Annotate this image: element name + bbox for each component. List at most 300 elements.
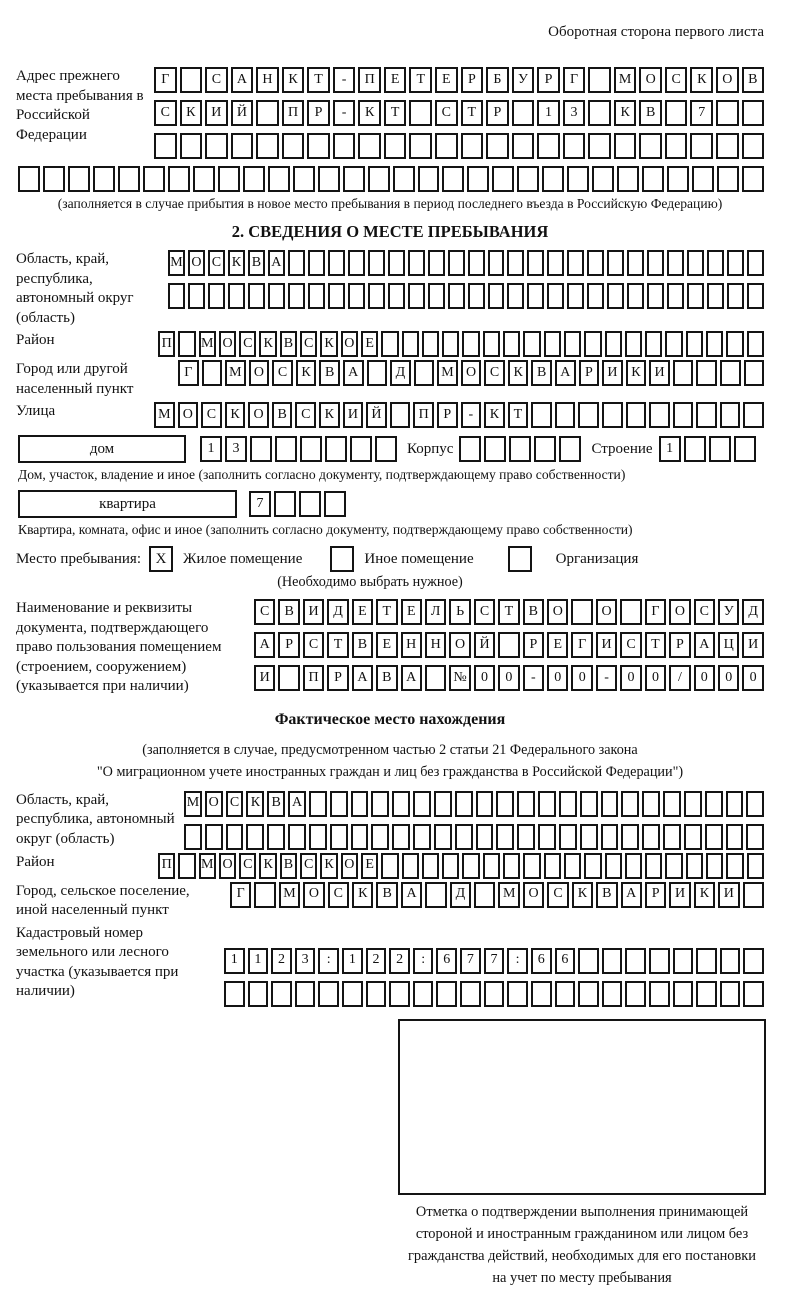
char-box[interactable] bbox=[402, 331, 419, 357]
char-box[interactable] bbox=[665, 331, 682, 357]
char-box[interactable] bbox=[371, 791, 389, 817]
char-box[interactable] bbox=[488, 283, 505, 309]
char-box[interactable] bbox=[408, 250, 425, 276]
char-box[interactable] bbox=[193, 166, 215, 192]
char-box[interactable]: К bbox=[484, 402, 505, 428]
char-box[interactable]: 0 bbox=[474, 665, 495, 691]
char-box[interactable]: П bbox=[303, 665, 324, 691]
char-box[interactable] bbox=[744, 360, 765, 386]
char-box[interactable] bbox=[696, 360, 717, 386]
char-box[interactable]: 6 bbox=[436, 948, 457, 974]
char-box[interactable] bbox=[667, 250, 684, 276]
char-box[interactable] bbox=[743, 948, 764, 974]
char-box[interactable] bbox=[523, 331, 540, 357]
char-box[interactable]: С bbox=[239, 853, 256, 879]
char-box[interactable] bbox=[620, 599, 641, 625]
char-box[interactable] bbox=[555, 981, 576, 1007]
char-box[interactable] bbox=[605, 331, 622, 357]
char-box[interactable]: О bbox=[716, 67, 739, 93]
char-box[interactable] bbox=[747, 283, 764, 309]
char-box[interactable]: Т bbox=[376, 599, 397, 625]
char-box[interactable] bbox=[517, 824, 535, 850]
char-box[interactable]: А bbox=[254, 632, 275, 658]
char-box[interactable]: 3 bbox=[563, 100, 586, 126]
char-box[interactable]: А bbox=[231, 67, 254, 93]
char-box[interactable] bbox=[468, 250, 485, 276]
char-box[interactable] bbox=[665, 100, 688, 126]
char-box[interactable] bbox=[727, 250, 744, 276]
char-box[interactable] bbox=[325, 436, 347, 462]
char-box[interactable]: У bbox=[718, 599, 739, 625]
char-box[interactable] bbox=[408, 283, 425, 309]
char-box[interactable] bbox=[388, 250, 405, 276]
char-box[interactable]: - bbox=[596, 665, 617, 691]
char-box[interactable]: 0 bbox=[694, 665, 715, 691]
char-box[interactable]: Т bbox=[307, 67, 330, 93]
char-box[interactable]: О bbox=[523, 882, 544, 908]
char-box[interactable] bbox=[381, 853, 398, 879]
char-box[interactable] bbox=[243, 166, 265, 192]
char-box[interactable] bbox=[727, 283, 744, 309]
char-box[interactable] bbox=[614, 133, 637, 159]
char-box[interactable] bbox=[621, 791, 639, 817]
char-box[interactable]: О bbox=[669, 599, 690, 625]
char-box[interactable] bbox=[588, 133, 611, 159]
char-box[interactable] bbox=[389, 981, 410, 1007]
char-box[interactable] bbox=[684, 436, 706, 462]
char-box[interactable] bbox=[282, 133, 305, 159]
char-box[interactable]: С bbox=[300, 853, 317, 879]
char-box[interactable]: Г bbox=[230, 882, 251, 908]
char-box[interactable]: С bbox=[154, 100, 177, 126]
char-box[interactable]: С bbox=[547, 882, 568, 908]
char-box[interactable]: К bbox=[246, 791, 264, 817]
char-box[interactable] bbox=[588, 100, 611, 126]
char-box[interactable] bbox=[202, 360, 223, 386]
char-box[interactable] bbox=[663, 791, 681, 817]
char-box[interactable] bbox=[484, 436, 506, 462]
stay-type-checkbox-residential[interactable]: X bbox=[149, 546, 173, 572]
char-box[interactable]: Н bbox=[256, 67, 279, 93]
char-box[interactable]: Р bbox=[579, 360, 600, 386]
char-box[interactable]: 1 bbox=[659, 436, 681, 462]
char-box[interactable]: : bbox=[318, 948, 339, 974]
char-box[interactable] bbox=[448, 250, 465, 276]
char-box[interactable] bbox=[498, 632, 519, 658]
char-box[interactable] bbox=[649, 981, 670, 1007]
char-box[interactable]: 3 bbox=[295, 948, 316, 974]
char-box[interactable] bbox=[692, 166, 714, 192]
char-box[interactable]: Й bbox=[231, 100, 254, 126]
char-box[interactable] bbox=[250, 436, 272, 462]
char-box[interactable]: В bbox=[639, 100, 662, 126]
char-box[interactable] bbox=[488, 250, 505, 276]
char-box[interactable] bbox=[368, 283, 385, 309]
char-box[interactable] bbox=[268, 283, 285, 309]
char-box[interactable] bbox=[271, 981, 292, 1007]
char-box[interactable]: С bbox=[474, 599, 495, 625]
char-box[interactable]: Т bbox=[461, 100, 484, 126]
char-box[interactable] bbox=[538, 824, 556, 850]
char-box[interactable] bbox=[256, 133, 279, 159]
char-box[interactable] bbox=[442, 331, 459, 357]
char-box[interactable]: О bbox=[219, 331, 236, 357]
char-box[interactable]: 6 bbox=[555, 948, 576, 974]
char-box[interactable] bbox=[288, 283, 305, 309]
char-box[interactable]: 0 bbox=[498, 665, 519, 691]
char-box[interactable] bbox=[555, 402, 576, 428]
char-box[interactable] bbox=[665, 853, 682, 879]
char-box[interactable] bbox=[571, 599, 592, 625]
char-box[interactable] bbox=[68, 166, 90, 192]
char-box[interactable] bbox=[602, 402, 623, 428]
char-box[interactable] bbox=[517, 791, 535, 817]
char-box[interactable] bbox=[617, 166, 639, 192]
char-box[interactable]: 0 bbox=[571, 665, 592, 691]
char-box[interactable] bbox=[512, 133, 535, 159]
char-box[interactable]: Ц bbox=[718, 632, 739, 658]
char-box[interactable]: А bbox=[694, 632, 715, 658]
char-box[interactable]: Й bbox=[474, 632, 495, 658]
char-box[interactable] bbox=[726, 853, 743, 879]
char-box[interactable] bbox=[330, 824, 348, 850]
char-box[interactable] bbox=[696, 981, 717, 1007]
char-box[interactable]: О bbox=[219, 853, 236, 879]
char-box[interactable] bbox=[476, 824, 494, 850]
char-box[interactable]: В bbox=[523, 599, 544, 625]
char-box[interactable]: М bbox=[225, 360, 246, 386]
char-box[interactable]: С bbox=[484, 360, 505, 386]
char-box[interactable]: В bbox=[596, 882, 617, 908]
char-box[interactable]: 3 bbox=[225, 436, 247, 462]
char-box[interactable] bbox=[343, 166, 365, 192]
char-box[interactable]: П bbox=[413, 402, 434, 428]
char-box[interactable] bbox=[392, 791, 410, 817]
char-box[interactable]: М bbox=[199, 853, 216, 879]
char-box[interactable] bbox=[627, 283, 644, 309]
char-box[interactable] bbox=[318, 981, 339, 1007]
char-box[interactable] bbox=[538, 791, 556, 817]
char-box[interactable] bbox=[747, 853, 764, 879]
char-box[interactable] bbox=[584, 853, 601, 879]
char-box[interactable] bbox=[517, 166, 539, 192]
char-box[interactable]: Д bbox=[742, 599, 763, 625]
char-box[interactable]: 0 bbox=[620, 665, 641, 691]
char-box[interactable] bbox=[308, 250, 325, 276]
char-box[interactable] bbox=[667, 283, 684, 309]
char-box[interactable]: Е bbox=[376, 632, 397, 658]
char-box[interactable] bbox=[527, 250, 544, 276]
char-box[interactable] bbox=[726, 331, 743, 357]
char-box[interactable]: 0 bbox=[547, 665, 568, 691]
char-box[interactable] bbox=[705, 791, 723, 817]
char-box[interactable]: М bbox=[614, 67, 637, 93]
char-box[interactable]: 1 bbox=[200, 436, 222, 462]
char-box[interactable]: В bbox=[280, 331, 297, 357]
char-box[interactable] bbox=[409, 100, 432, 126]
char-box[interactable] bbox=[605, 853, 622, 879]
char-box[interactable] bbox=[544, 331, 561, 357]
char-box[interactable]: С bbox=[239, 331, 256, 357]
char-box[interactable] bbox=[434, 824, 452, 850]
char-box[interactable] bbox=[587, 283, 604, 309]
char-box[interactable] bbox=[627, 250, 644, 276]
char-box[interactable] bbox=[642, 791, 660, 817]
char-box[interactable] bbox=[578, 981, 599, 1007]
char-box[interactable] bbox=[716, 100, 739, 126]
char-box[interactable] bbox=[218, 166, 240, 192]
char-box[interactable]: 2 bbox=[271, 948, 292, 974]
char-box[interactable] bbox=[180, 133, 203, 159]
char-box[interactable] bbox=[527, 283, 544, 309]
char-box[interactable] bbox=[690, 133, 713, 159]
char-box[interactable]: К bbox=[296, 360, 317, 386]
char-box[interactable]: К bbox=[508, 360, 529, 386]
char-box[interactable] bbox=[642, 166, 664, 192]
char-box[interactable] bbox=[707, 250, 724, 276]
char-box[interactable] bbox=[468, 283, 485, 309]
char-box[interactable]: В bbox=[376, 882, 397, 908]
char-box[interactable] bbox=[428, 250, 445, 276]
char-box[interactable] bbox=[248, 283, 265, 309]
char-box[interactable]: : bbox=[507, 948, 528, 974]
char-box[interactable] bbox=[492, 166, 514, 192]
char-box[interactable] bbox=[358, 133, 381, 159]
char-box[interactable]: А bbox=[401, 882, 422, 908]
char-box[interactable] bbox=[687, 250, 704, 276]
char-box[interactable] bbox=[663, 824, 681, 850]
char-box[interactable] bbox=[626, 402, 647, 428]
char-box[interactable]: К bbox=[259, 853, 276, 879]
char-box[interactable]: В bbox=[280, 853, 297, 879]
char-box[interactable] bbox=[720, 981, 741, 1007]
char-box[interactable] bbox=[720, 402, 741, 428]
char-box[interactable]: 2 bbox=[366, 948, 387, 974]
char-box[interactable] bbox=[267, 824, 285, 850]
char-box[interactable]: С bbox=[300, 331, 317, 357]
char-box[interactable] bbox=[256, 100, 279, 126]
char-box[interactable] bbox=[743, 882, 764, 908]
char-box[interactable] bbox=[442, 166, 464, 192]
char-box[interactable] bbox=[742, 166, 764, 192]
char-box[interactable] bbox=[720, 360, 741, 386]
char-box[interactable] bbox=[667, 166, 689, 192]
char-box[interactable] bbox=[384, 133, 407, 159]
char-box[interactable]: 1 bbox=[224, 948, 245, 974]
char-box[interactable]: П bbox=[158, 853, 175, 879]
char-box[interactable] bbox=[381, 331, 398, 357]
char-box[interactable]: К bbox=[225, 402, 246, 428]
char-box[interactable] bbox=[392, 824, 410, 850]
char-box[interactable] bbox=[742, 133, 765, 159]
char-box[interactable] bbox=[483, 331, 500, 357]
char-box[interactable] bbox=[274, 491, 296, 517]
char-box[interactable]: К bbox=[259, 331, 276, 357]
char-box[interactable]: К bbox=[320, 853, 337, 879]
char-box[interactable]: О bbox=[205, 791, 223, 817]
char-box[interactable] bbox=[705, 824, 723, 850]
char-box[interactable]: Е bbox=[435, 67, 458, 93]
char-box[interactable]: С bbox=[694, 599, 715, 625]
char-box[interactable] bbox=[309, 824, 327, 850]
char-box[interactable]: М bbox=[184, 791, 202, 817]
char-box[interactable] bbox=[351, 824, 369, 850]
char-box[interactable] bbox=[531, 402, 552, 428]
char-box[interactable] bbox=[673, 981, 694, 1007]
char-box[interactable] bbox=[563, 133, 586, 159]
char-box[interactable]: К bbox=[282, 67, 305, 93]
char-box[interactable]: О bbox=[249, 360, 270, 386]
char-box[interactable] bbox=[503, 853, 520, 879]
char-box[interactable]: О bbox=[639, 67, 662, 93]
char-box[interactable] bbox=[496, 791, 514, 817]
char-box[interactable]: М bbox=[498, 882, 519, 908]
char-box[interactable]: И bbox=[669, 882, 690, 908]
char-box[interactable]: К bbox=[228, 250, 245, 276]
char-box[interactable]: М bbox=[168, 250, 185, 276]
char-box[interactable] bbox=[743, 402, 764, 428]
char-box[interactable] bbox=[43, 166, 65, 192]
char-box[interactable] bbox=[587, 250, 604, 276]
char-box[interactable]: - bbox=[523, 665, 544, 691]
char-box[interactable] bbox=[649, 402, 670, 428]
char-box[interactable] bbox=[409, 133, 432, 159]
char-box[interactable] bbox=[507, 250, 524, 276]
char-box[interactable]: А bbox=[343, 360, 364, 386]
char-box[interactable] bbox=[226, 824, 244, 850]
char-box[interactable]: Д bbox=[390, 360, 411, 386]
char-box[interactable]: К bbox=[626, 360, 647, 386]
char-box[interactable]: В bbox=[376, 665, 397, 691]
char-box[interactable] bbox=[309, 791, 327, 817]
char-box[interactable] bbox=[390, 402, 411, 428]
char-box[interactable]: К bbox=[319, 402, 340, 428]
char-box[interactable] bbox=[547, 283, 564, 309]
char-box[interactable]: А bbox=[401, 665, 422, 691]
char-box[interactable]: Т bbox=[409, 67, 432, 93]
char-box[interactable] bbox=[248, 981, 269, 1007]
char-box[interactable] bbox=[168, 166, 190, 192]
char-box[interactable] bbox=[567, 166, 589, 192]
char-box[interactable] bbox=[621, 824, 639, 850]
char-box[interactable]: Т bbox=[508, 402, 529, 428]
char-box[interactable] bbox=[567, 283, 584, 309]
char-box[interactable] bbox=[503, 331, 520, 357]
char-box[interactable]: К bbox=[690, 67, 713, 93]
char-box[interactable]: Р bbox=[486, 100, 509, 126]
char-box[interactable] bbox=[275, 436, 297, 462]
char-box[interactable]: С bbox=[208, 250, 225, 276]
char-box[interactable] bbox=[625, 948, 646, 974]
char-box[interactable] bbox=[706, 853, 723, 879]
char-box[interactable] bbox=[184, 824, 202, 850]
char-box[interactable] bbox=[486, 133, 509, 159]
char-box[interactable]: М bbox=[437, 360, 458, 386]
char-box[interactable] bbox=[665, 133, 688, 159]
char-box[interactable]: А bbox=[621, 882, 642, 908]
char-box[interactable]: О bbox=[178, 402, 199, 428]
char-box[interactable] bbox=[645, 331, 662, 357]
char-box[interactable] bbox=[375, 436, 397, 462]
char-box[interactable] bbox=[413, 824, 431, 850]
char-box[interactable] bbox=[747, 331, 764, 357]
char-box[interactable] bbox=[293, 166, 315, 192]
char-box[interactable]: Г bbox=[154, 67, 177, 93]
char-box[interactable]: К bbox=[320, 331, 337, 357]
char-box[interactable]: Й bbox=[366, 402, 387, 428]
char-box[interactable] bbox=[746, 791, 764, 817]
char-box[interactable] bbox=[476, 791, 494, 817]
char-box[interactable] bbox=[726, 824, 744, 850]
char-box[interactable] bbox=[342, 981, 363, 1007]
char-box[interactable]: А bbox=[352, 665, 373, 691]
char-box[interactable] bbox=[295, 981, 316, 1007]
char-box[interactable]: № bbox=[449, 665, 470, 691]
char-box[interactable] bbox=[578, 402, 599, 428]
char-box[interactable] bbox=[307, 133, 330, 159]
char-box[interactable] bbox=[348, 250, 365, 276]
char-box[interactable] bbox=[647, 283, 664, 309]
char-box[interactable] bbox=[578, 948, 599, 974]
char-box[interactable]: И bbox=[742, 632, 763, 658]
char-box[interactable] bbox=[428, 283, 445, 309]
char-box[interactable] bbox=[308, 283, 325, 309]
char-box[interactable]: О bbox=[596, 599, 617, 625]
char-box[interactable] bbox=[351, 791, 369, 817]
char-box[interactable] bbox=[460, 981, 481, 1007]
char-box[interactable] bbox=[547, 250, 564, 276]
char-box[interactable]: Т bbox=[384, 100, 407, 126]
char-box[interactable] bbox=[413, 791, 431, 817]
char-box[interactable] bbox=[328, 283, 345, 309]
char-box[interactable] bbox=[580, 791, 598, 817]
char-box[interactable] bbox=[436, 981, 457, 1007]
char-box[interactable] bbox=[413, 981, 434, 1007]
char-box[interactable] bbox=[523, 853, 540, 879]
char-box[interactable] bbox=[726, 791, 744, 817]
char-box[interactable] bbox=[18, 166, 40, 192]
char-box[interactable]: Е bbox=[384, 67, 407, 93]
char-box[interactable]: П bbox=[158, 331, 175, 357]
char-box[interactable] bbox=[425, 882, 446, 908]
char-box[interactable] bbox=[324, 491, 346, 517]
char-box[interactable] bbox=[118, 166, 140, 192]
char-box[interactable] bbox=[507, 283, 524, 309]
char-box[interactable] bbox=[462, 853, 479, 879]
char-box[interactable] bbox=[442, 853, 459, 879]
char-box[interactable]: И bbox=[602, 360, 623, 386]
char-box[interactable]: 2 bbox=[389, 948, 410, 974]
char-box[interactable] bbox=[625, 331, 642, 357]
char-box[interactable]: Е bbox=[547, 632, 568, 658]
char-box[interactable] bbox=[567, 250, 584, 276]
char-box[interactable] bbox=[537, 133, 560, 159]
char-box[interactable] bbox=[686, 331, 703, 357]
char-box[interactable]: 7 bbox=[249, 491, 271, 517]
char-box[interactable] bbox=[647, 250, 664, 276]
char-box[interactable] bbox=[696, 948, 717, 974]
char-box[interactable]: 0 bbox=[742, 665, 763, 691]
char-box[interactable] bbox=[168, 283, 185, 309]
char-box[interactable]: Е bbox=[352, 599, 373, 625]
char-box[interactable] bbox=[300, 436, 322, 462]
char-box[interactable]: Р bbox=[437, 402, 458, 428]
stay-type-checkbox-organization[interactable] bbox=[508, 546, 532, 572]
char-box[interactable] bbox=[348, 283, 365, 309]
char-box[interactable]: Д bbox=[327, 599, 348, 625]
char-box[interactable] bbox=[299, 491, 321, 517]
char-box[interactable]: : bbox=[413, 948, 434, 974]
